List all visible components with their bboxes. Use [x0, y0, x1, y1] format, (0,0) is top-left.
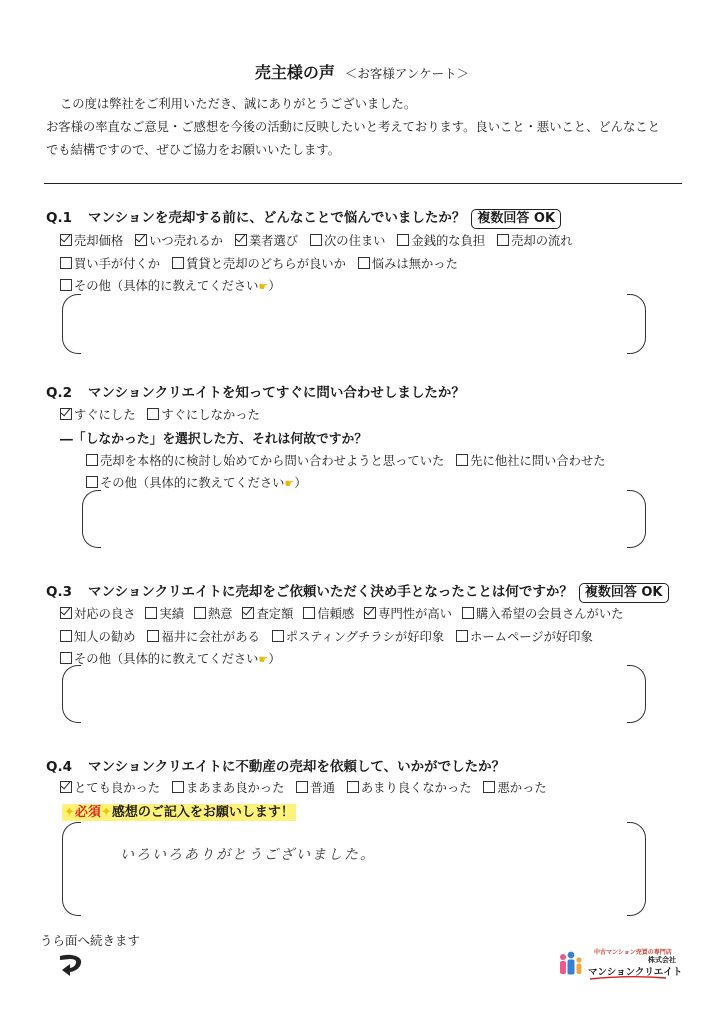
- checkbox[interactable]: [296, 781, 308, 793]
- sparkle-icon: ✦: [100, 805, 112, 820]
- option-label: 金銭的な負担: [411, 234, 486, 248]
- q1-answer-box-right: [627, 294, 646, 354]
- q2-answer-box-right: [627, 490, 646, 548]
- option-label: 賃貸と売却のどちらが良いか: [186, 257, 346, 271]
- q4-options: [60, 778, 555, 796]
- checkbox[interactable]: [145, 607, 157, 619]
- q2-followup-option[interactable]: [86, 451, 444, 469]
- option-label: 購入希望の会員さんがいた: [475, 607, 624, 621]
- option-label: 対応の良さ: [74, 607, 136, 621]
- checkbox[interactable]: [60, 630, 72, 642]
- q1-option[interactable]: [60, 231, 123, 249]
- q3-answer-box-right: [627, 665, 646, 723]
- q1-option[interactable]: [497, 231, 573, 249]
- q2-followup: ―「しなかった」を選択した方、それは何故ですか？: [60, 432, 368, 447]
- q4-answer-box-left: [62, 822, 81, 916]
- checkbox[interactable]: [172, 781, 184, 793]
- other-close: ）: [268, 652, 281, 666]
- checkbox[interactable]: [60, 257, 72, 269]
- q3-option[interactable]: [364, 604, 452, 622]
- turn-page-arrow-icon: [56, 950, 86, 980]
- logo-tagline: 中古マンション売買の専門店: [594, 949, 672, 956]
- checkbox-checked[interactable]: [60, 234, 72, 246]
- q2-answer-area[interactable]: [102, 490, 627, 548]
- title-subtitle: ＜お客様アンケート＞: [344, 66, 470, 81]
- option-label: 信頼感: [317, 607, 355, 621]
- q1-answer-box-left: [62, 294, 81, 354]
- continue-note: うら面へ続きます: [40, 933, 141, 948]
- q3-answer-area[interactable]: [82, 665, 627, 723]
- q3-option[interactable]: [456, 627, 593, 645]
- q4-option[interactable]: [172, 778, 284, 796]
- q1-option[interactable]: [235, 231, 298, 249]
- q2-number: Q.2: [46, 385, 72, 401]
- q1-heading: [46, 206, 561, 229]
- q3-options-row-2: [60, 627, 601, 645]
- q1-number: Q.1: [46, 210, 72, 226]
- q2-option[interactable]: [147, 405, 259, 423]
- checkbox-checked[interactable]: [364, 607, 376, 619]
- other-label: その他（具体的に教えてください: [100, 476, 285, 490]
- q4-answer-area[interactable]: [82, 822, 627, 916]
- checkbox[interactable]: [462, 607, 474, 619]
- q3-option[interactable]: [242, 604, 293, 622]
- option-label: 先に他社に問い合わせた: [470, 454, 606, 468]
- option-label: 売却を本格的に検討し始めてから問い合わせようと思っていた: [100, 454, 445, 468]
- q3-option[interactable]: [60, 627, 136, 645]
- other-close: ）: [268, 279, 281, 293]
- option-label: すぐにしなかった: [161, 408, 260, 422]
- company-logo: [558, 947, 688, 981]
- q3-options-row-1: [60, 604, 623, 622]
- option-label: 福井に会社がある: [161, 630, 260, 644]
- q2-heading: [46, 381, 465, 401]
- option-label: 専門性が高い: [378, 607, 452, 621]
- q1-answer-area[interactable]: [82, 294, 627, 354]
- other-close: ）: [294, 476, 307, 490]
- q1-option[interactable]: [60, 254, 160, 272]
- q3-option[interactable]: [462, 604, 624, 622]
- option-label: 売却価格: [74, 234, 124, 248]
- q1-option[interactable]: [358, 254, 458, 272]
- q4-text: マンションクリエイトに不動産の売却を依頼して、いかがでしたか？: [88, 759, 506, 775]
- q3-text: マンションクリエイトに売却をご依頼いただく決め手となったことは何ですか？: [88, 584, 573, 600]
- q3-multi-tag: 複数回答 OK: [579, 583, 669, 603]
- pointing-hand-icon: ☛: [258, 653, 269, 666]
- checkbox[interactable]: [456, 454, 468, 466]
- checkbox[interactable]: [272, 630, 284, 642]
- q4-option[interactable]: [483, 778, 546, 796]
- checkbox[interactable]: [86, 454, 98, 466]
- title-main: 売主様の声: [254, 63, 335, 82]
- q4-option[interactable]: [60, 778, 160, 796]
- q4-number: Q.4: [46, 759, 72, 775]
- q3-option[interactable]: [147, 627, 259, 645]
- q3-option[interactable]: [272, 627, 444, 645]
- handwritten-answer: いろいろありがとうございました。: [120, 847, 376, 863]
- checkbox[interactable]: [147, 630, 159, 642]
- q3-heading: [46, 580, 669, 603]
- option-label: 悪かった: [497, 781, 547, 795]
- q4-answer-box-right: [627, 822, 646, 916]
- page-title: [0, 60, 724, 83]
- checkbox[interactable]: [456, 630, 468, 642]
- pointing-hand-icon: ☛: [258, 280, 269, 293]
- checkbox-checked[interactable]: [60, 408, 72, 420]
- checkbox[interactable]: [358, 257, 370, 269]
- option-label: 査定額: [256, 607, 294, 621]
- checkbox[interactable]: [310, 234, 322, 246]
- required-label: 必須: [74, 805, 101, 820]
- checkbox-checked[interactable]: [60, 607, 72, 619]
- q1-option[interactable]: [310, 231, 386, 249]
- option-label: 買い手が付くか: [74, 257, 161, 271]
- checkbox[interactable]: [60, 279, 72, 291]
- q2-other-option[interactable]: [86, 473, 307, 491]
- pointing-hand-icon: ☛: [284, 477, 295, 490]
- checkbox[interactable]: [347, 781, 359, 793]
- checkbox[interactable]: [86, 476, 98, 488]
- option-label: 業者選び: [248, 234, 299, 248]
- family-figures-icon: [558, 950, 586, 978]
- q2-followup-option[interactable]: [456, 451, 605, 469]
- q2-text: マンションクリエイトを知ってすぐに問い合わせしましたか？: [88, 385, 465, 401]
- option-label: 実績: [159, 607, 185, 621]
- checkbox-checked[interactable]: [235, 234, 247, 246]
- q2-options: [60, 405, 268, 423]
- q4-heading: [46, 755, 505, 775]
- q1-option[interactable]: [135, 231, 223, 249]
- logo-company-type: 株式会社: [648, 956, 676, 964]
- required-text: 感想のご記入をお願いします！: [111, 805, 294, 820]
- q2-answer-box-left: [82, 490, 101, 548]
- q3-option[interactable]: [145, 604, 184, 622]
- option-label: 悩みは無かった: [371, 257, 458, 271]
- q3-number: Q.3: [46, 584, 72, 600]
- required-notice: [62, 801, 296, 820]
- logo-swoosh-icon: [588, 975, 668, 981]
- checkbox-checked[interactable]: [135, 234, 147, 246]
- q2-followup-options: [86, 451, 614, 469]
- option-label: とても良かった: [74, 781, 161, 795]
- q1-other-option[interactable]: [60, 276, 281, 294]
- logo-name: マンションクリエイト: [588, 967, 683, 978]
- q2-option[interactable]: [60, 405, 136, 423]
- option-label: ホームページが好印象: [470, 630, 593, 644]
- option-label: あまり良くなかった: [360, 781, 472, 795]
- option-label: まあまあ良かった: [186, 781, 285, 795]
- divider: [44, 183, 682, 184]
- option-label: 売却の流れ: [511, 234, 573, 248]
- other-label: その他（具体的に教えてください: [74, 652, 259, 666]
- q4-option[interactable]: [347, 778, 472, 796]
- checkbox[interactable]: [147, 408, 159, 420]
- option-label: 次の住まい: [323, 234, 386, 248]
- checkbox[interactable]: [303, 607, 315, 619]
- q1-options-row-1: [60, 231, 581, 249]
- checkbox[interactable]: [60, 652, 72, 664]
- option-label: 普通: [310, 781, 335, 795]
- intro-text: [46, 93, 686, 162]
- q1-text: マンションを売却する前に、どんなことで悩んでいましたか？: [88, 210, 466, 226]
- intro-line-1: この度は弊社をご利用いただき、誠にありがとうございました。: [60, 97, 417, 111]
- q1-option[interactable]: [172, 254, 346, 272]
- option-label: 熱意: [207, 607, 233, 621]
- q4-option[interactable]: [296, 778, 335, 796]
- sparkle-icon: ✦: [64, 805, 75, 820]
- intro-line-3: でも結構ですので、ぜひご協力をお願いいたします。: [46, 143, 340, 157]
- intro-line-2: お客様の率直なご意見・ご感想を今後の活動に反映したいと考えております。良いこと・悪いこと、どんなこと: [46, 120, 660, 134]
- q3-answer-box-left: [62, 665, 81, 723]
- checkbox[interactable]: [483, 781, 495, 793]
- option-label: ポスティングチラシが好印象: [285, 630, 445, 644]
- q1-option[interactable]: [397, 231, 485, 249]
- q1-multi-tag: 複数回答 OK: [471, 209, 561, 229]
- option-label: すぐにした: [74, 408, 136, 422]
- checkbox-checked[interactable]: [242, 607, 254, 619]
- option-label: 知人の勧め: [74, 630, 136, 644]
- other-label: その他（具体的に教えてください: [74, 279, 259, 293]
- q1-options-row-2: [60, 254, 466, 272]
- checkbox[interactable]: [497, 234, 509, 246]
- q3-option[interactable]: [194, 604, 233, 622]
- q3-option[interactable]: [60, 604, 136, 622]
- checkbox-checked[interactable]: [60, 781, 72, 793]
- option-label: いつ売れるか: [149, 234, 223, 248]
- checkbox[interactable]: [172, 257, 184, 269]
- checkbox[interactable]: [397, 234, 409, 246]
- checkbox[interactable]: [194, 607, 206, 619]
- q3-option[interactable]: [303, 604, 354, 622]
